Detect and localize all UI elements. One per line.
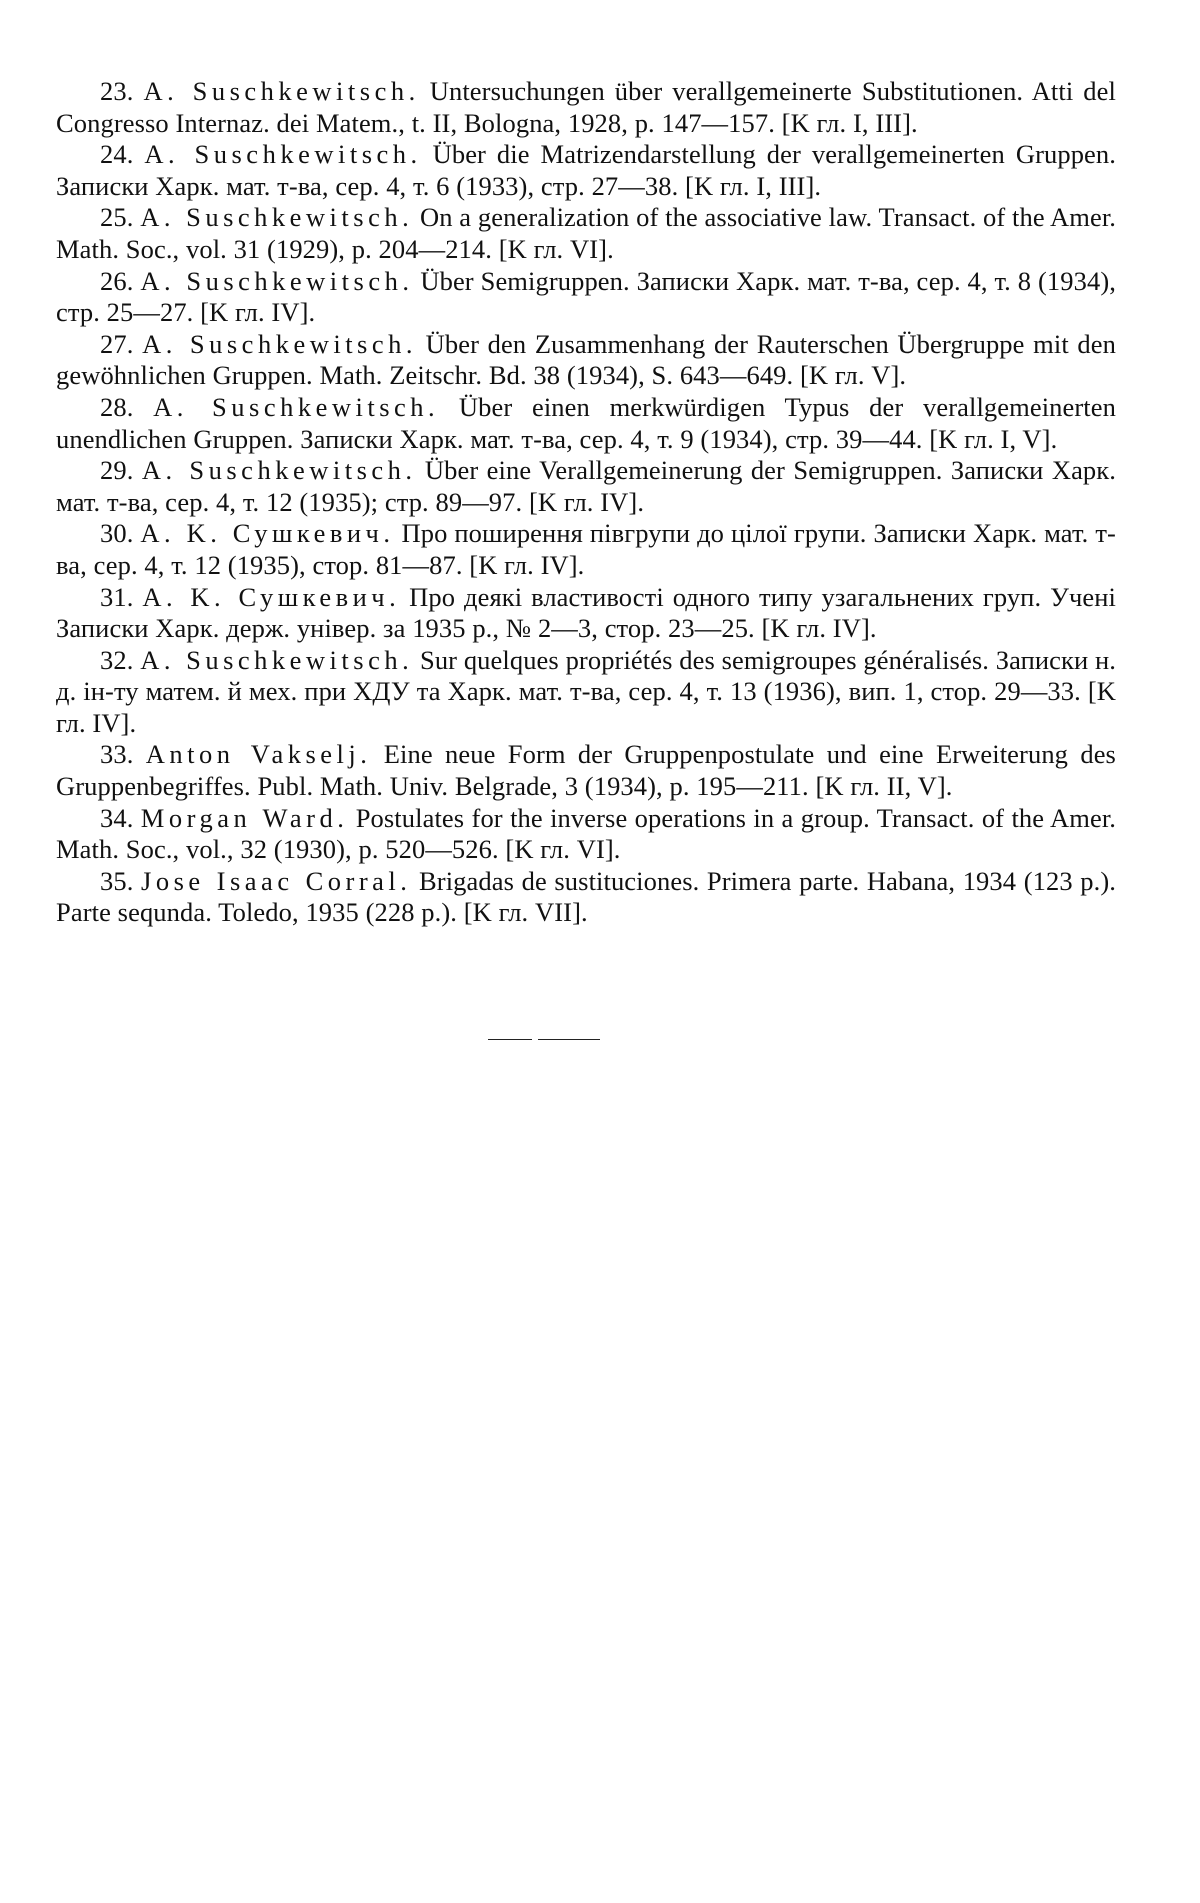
reference-text: Über Semigruppen. Записки Харк. мат. т-ва, сер. 4, т. 8 (1934), стр. 25—27. [K гл. IV]. [56,265,1116,328]
reference-item [56,739,1116,802]
reference-number: 26. [100,265,134,296]
reference-number: 31. [100,581,134,612]
reference-text: Про поширення півгрупи до цілої групи. Записки Харк. мат. т-ва, сер. 4, т. 12 (1935), стор. 81—87. [K гл. IV]. [56,518,1116,580]
reference-author: A. Suschkewitsch. [144,139,422,170]
reference-item [56,329,1116,392]
reference-author: A. Suschkewitsch. [140,202,414,233]
reference-number: 30. [100,518,134,549]
reference-author: A. Suschkewitsch. [140,644,414,675]
reference-item [56,582,1116,645]
reference-number: 34. [100,802,134,833]
reference-text: Brigadas de sustituciones. Primera parte. Habana, 1934 (123 p.). Parte sequnda. Toledo, 1935 (228 p.). [K гл. VII]. [56,865,1116,928]
reference-text: Über einen merkwürdigen Typus der verallgemeinerten unendlichen Gruppen. Записки Харк. мат. т-ва, сер. 4, т. 9 (1934), стр. 39—44. [K гл. I, V]. [56,391,1116,454]
reference-text: Про деякі властивості одного типу узагальнених груп. Учені Записки Харк. держ. універ. за 1935 р., № 2—3, стор. 23—25. [K гл. IV]. [56,581,1116,644]
reference-author: Morgan Ward. [140,802,349,833]
reference-item [56,803,1116,866]
reference-number: 23. [100,76,134,106]
reference-number: 27. [100,328,134,359]
reference-author: A. Suschkewitsch. [140,265,414,296]
reference-item [56,139,1116,202]
reference-author: Jose Isaac Corral. [141,865,412,896]
reference-number: 29. [100,455,134,486]
reference-text: Über die Matrizendarstellung der verallgemeinerten Gruppen. Записки Харк. мат. т-ва, сер. 4, т. 6 (1933), стр. 27—38. [K гл. I, III]. [56,139,1116,201]
reference-text: Untersuchungen über verallgemeinerte Substitutionen. Atti del Congresso Internaz. dei Matem., t. II, Bologna, 1928, p. 147—157. [K гл. I, III]. [56,76,1116,138]
reference-text: Sur quelques propriétés des semigroupes généralisés. Записки н. д. ін-ту матем. й мех. при ХДУ та Харк. мат. т-ва, сер. 4, т. 13 (1936), вип. 1, стор. 29—33. [K гл. IV]. [56,644,1117,738]
reference-item [56,455,1116,518]
reference-item [56,76,1116,139]
reference-number: 32. [100,644,134,675]
reference-item [56,392,1116,455]
reference-author: A. Suschkewitsch. [141,455,417,486]
reference-item [56,202,1116,265]
reference-list [56,76,1116,929]
reference-text: Postulates for the inverse operations in a group. Transact. of the Amer. Math. Soc., vol., 32 (1930), p. 520—526. [K гл. VI]. [56,802,1117,865]
reference-item [56,645,1116,740]
reference-author: A. Suschkewitsch. [142,328,418,359]
reference-item [56,266,1116,329]
reference-number: 33. [100,739,134,770]
reference-author: A. K. Сушкевич. [142,581,401,612]
reference-item [56,866,1116,929]
reference-text: Über eine Verallgemeinerung der Semigruppen. Записки Харк. мат. т-ва, сер. 4, т. 12 (1935); стр. 89—97. [K гл. IV]. [56,455,1116,517]
reference-number: 35. [100,865,134,896]
reference-number: 24. [100,139,134,170]
reference-item [56,518,1116,581]
reference-author: A. Suschkewitsch. [143,76,420,106]
reference-author: A. K. Сушкевич. [140,518,395,549]
end-divider [488,1039,600,1040]
reference-author: A. Suschkewitsch. [153,391,440,422]
reference-number: 25. [100,202,134,233]
reference-author: Anton Vakselj. [145,739,372,770]
reference-text: On a generalization of the associative law. Transact. of the Amer. Math. Soc., vol. 31 (1929), p. 204—214. [K гл. VI]. [56,202,1117,264]
bibliography-page [56,76,1116,929]
reference-text: Über den Zusammenhang der Rauterschen Übergruppe mit den gewöhnlichen Gruppen. Math. Zeitschr. Bd. 38 (1934), S. 643—649. [K гл. V]. [56,328,1116,391]
reference-number: 28. [100,391,134,422]
reference-text: Eine neue Form der Gruppenpostulate und eine Erweiterung des Gruppenbegriffes. Publ. Math. Univ. Belgrade, 3 (1934), p. 195—211. [K гл. II, V]. [56,739,1116,802]
